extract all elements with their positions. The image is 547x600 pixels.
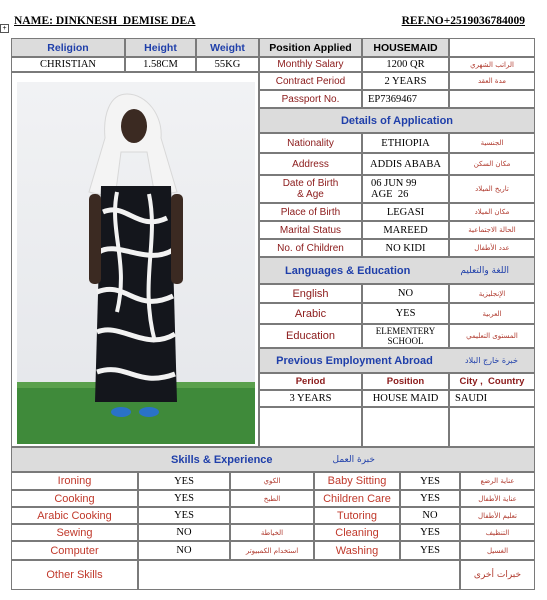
skill-right-arabic: التنظيف (460, 524, 535, 541)
skill-left-value: NO (138, 524, 230, 541)
skill-left-arabic: استخدام الكمبيوتر (230, 541, 314, 560)
skill-right-value: YES (400, 472, 460, 490)
skill-right-label: Baby Sitting (314, 472, 400, 490)
contract-value: 2 YEARS (362, 72, 449, 90)
birthplace-value: LEGASI (362, 203, 449, 221)
passport-blank (449, 90, 535, 108)
anchor-icon: + (0, 24, 9, 33)
skill-right-label: Tutoring (314, 507, 400, 524)
languages-heading: Languages & Education (285, 264, 411, 277)
dob-label: Date of Birth & Age (259, 175, 362, 203)
employment-position-header: Position (362, 373, 449, 390)
passport-label: Passport No. (259, 90, 362, 108)
skill-right-value: YES (400, 524, 460, 541)
children-arabic: عدد الأطفال (449, 239, 535, 257)
skill-right-arabic: عناية الرضع (460, 472, 535, 490)
skill-left-label: Cooking (11, 490, 138, 507)
arabic-arabic: العربية (449, 303, 535, 324)
candidate-name: NAME: DINKNESH DEMISE DEA (14, 15, 196, 27)
nationality-label: Nationality (259, 133, 362, 153)
skill-right-label: Cleaning (314, 524, 400, 541)
skill-left-value: YES (138, 472, 230, 490)
marital-label: Marital Status (259, 221, 362, 239)
employment-heading: Previous Employment Abroad (276, 354, 433, 367)
position-applied-value: HOUSEMAID (362, 38, 449, 57)
details-heading: Details of Application (259, 108, 535, 133)
skill-left-label: Arabic Cooking (11, 507, 138, 524)
employment-heading-cell (259, 348, 535, 373)
reference-number: REF.NO+2519036784009 (401, 15, 525, 27)
religion-value: CHRISTIAN (11, 57, 125, 72)
height-header: Height (125, 38, 196, 57)
position-applied-label: Position Applied (259, 38, 362, 57)
employment-heading-arabic: خبرة خارج البلاد (465, 356, 518, 365)
passport-value: EP7369467 (362, 90, 449, 108)
contract-arabic: مدة العقد (449, 72, 535, 90)
weight-header: Weight (196, 38, 259, 57)
nationality-arabic: الجنسية (449, 133, 535, 153)
position-blank (449, 38, 535, 57)
weight-value: 55KG (196, 57, 259, 72)
skill-right-arabic: الغسيل (460, 541, 535, 560)
languages-heading-arabic: اللغة والتعليم (460, 265, 509, 276)
skill-right-value: YES (400, 490, 460, 507)
skill-left-value: YES (138, 507, 230, 524)
employment-country-header: City , Country (449, 373, 535, 390)
height-value: 1.58CM (125, 57, 196, 72)
skill-left-value: YES (138, 490, 230, 507)
education-arabic: المستوى التعليمي (449, 324, 535, 348)
education-label: Education (259, 324, 362, 348)
skills-heading-cell (11, 447, 535, 472)
skill-left-arabic (230, 507, 314, 524)
address-value: ADDIS ABABA (362, 153, 449, 175)
skills-heading: Skills & Experience (171, 453, 273, 466)
address-arabic: مكان السكن (449, 153, 535, 175)
arabic-label: Arabic (259, 303, 362, 324)
skill-right-label: Children Care (314, 490, 400, 507)
arabic-value: YES (362, 303, 449, 324)
children-value: NO KIDI (362, 239, 449, 257)
skill-left-label: Sewing (11, 524, 138, 541)
contract-label: Contract Period (259, 72, 362, 90)
employment-blank-1 (259, 407, 362, 447)
education-value: ELEMENTERY SCHOOL (362, 324, 449, 348)
skill-left-label: Ironing (11, 472, 138, 490)
birthplace-arabic: مكان الميلاد (449, 203, 535, 221)
skill-right-arabic: تعليم الأطفال (460, 507, 535, 524)
employment-period-value: 3 YEARS (259, 390, 362, 407)
skill-left-label: Computer (11, 541, 138, 560)
salary-value: 1200 QR (362, 57, 449, 72)
skill-left-arabic: الخياطة (230, 524, 314, 541)
employment-country-value: SAUDI (449, 390, 535, 407)
marital-arabic: الحالة الاجتماعية (449, 221, 535, 239)
salary-arabic: الراتب الشهري (449, 57, 535, 72)
skill-right-value: YES (400, 541, 460, 560)
employment-period-header: Period (259, 373, 362, 390)
birthplace-label: Place of Birth (259, 203, 362, 221)
english-value: NO (362, 284, 449, 303)
english-label: English (259, 284, 362, 303)
employment-blank-2 (362, 407, 449, 447)
other-skills-arabic: خبرات أخرى (460, 560, 535, 590)
children-label: No. of Children (259, 239, 362, 257)
languages-heading-cell (259, 257, 535, 284)
skill-left-value: NO (138, 541, 230, 560)
candidate-photo (17, 82, 255, 444)
skill-left-arabic: الكوي (230, 472, 314, 490)
nationality-value: ETHIOPIA (362, 133, 449, 153)
religion-header: Religion (11, 38, 125, 57)
address-label: Address (259, 153, 362, 175)
dob-arabic: تاريخ الميلاد (449, 175, 535, 203)
skill-right-label: Washing (314, 541, 400, 560)
skills-heading-arabic: خبرة العمل (332, 454, 375, 465)
skill-right-arabic: عناية الأطفال (460, 490, 535, 507)
employment-position-value: HOUSE MAID (362, 390, 449, 407)
skill-left-arabic: الطبخ (230, 490, 314, 507)
english-arabic: الإنجليزية (449, 284, 535, 303)
dob-value: 06 JUN 99 AGE 26 (362, 175, 449, 203)
skill-right-value: NO (400, 507, 460, 524)
employment-blank-3 (449, 407, 535, 447)
salary-label: Monthly Salary (259, 57, 362, 72)
other-skills-label: Other Skills (11, 560, 138, 590)
marital-value: MAREED (362, 221, 449, 239)
other-skills-value (138, 560, 460, 590)
